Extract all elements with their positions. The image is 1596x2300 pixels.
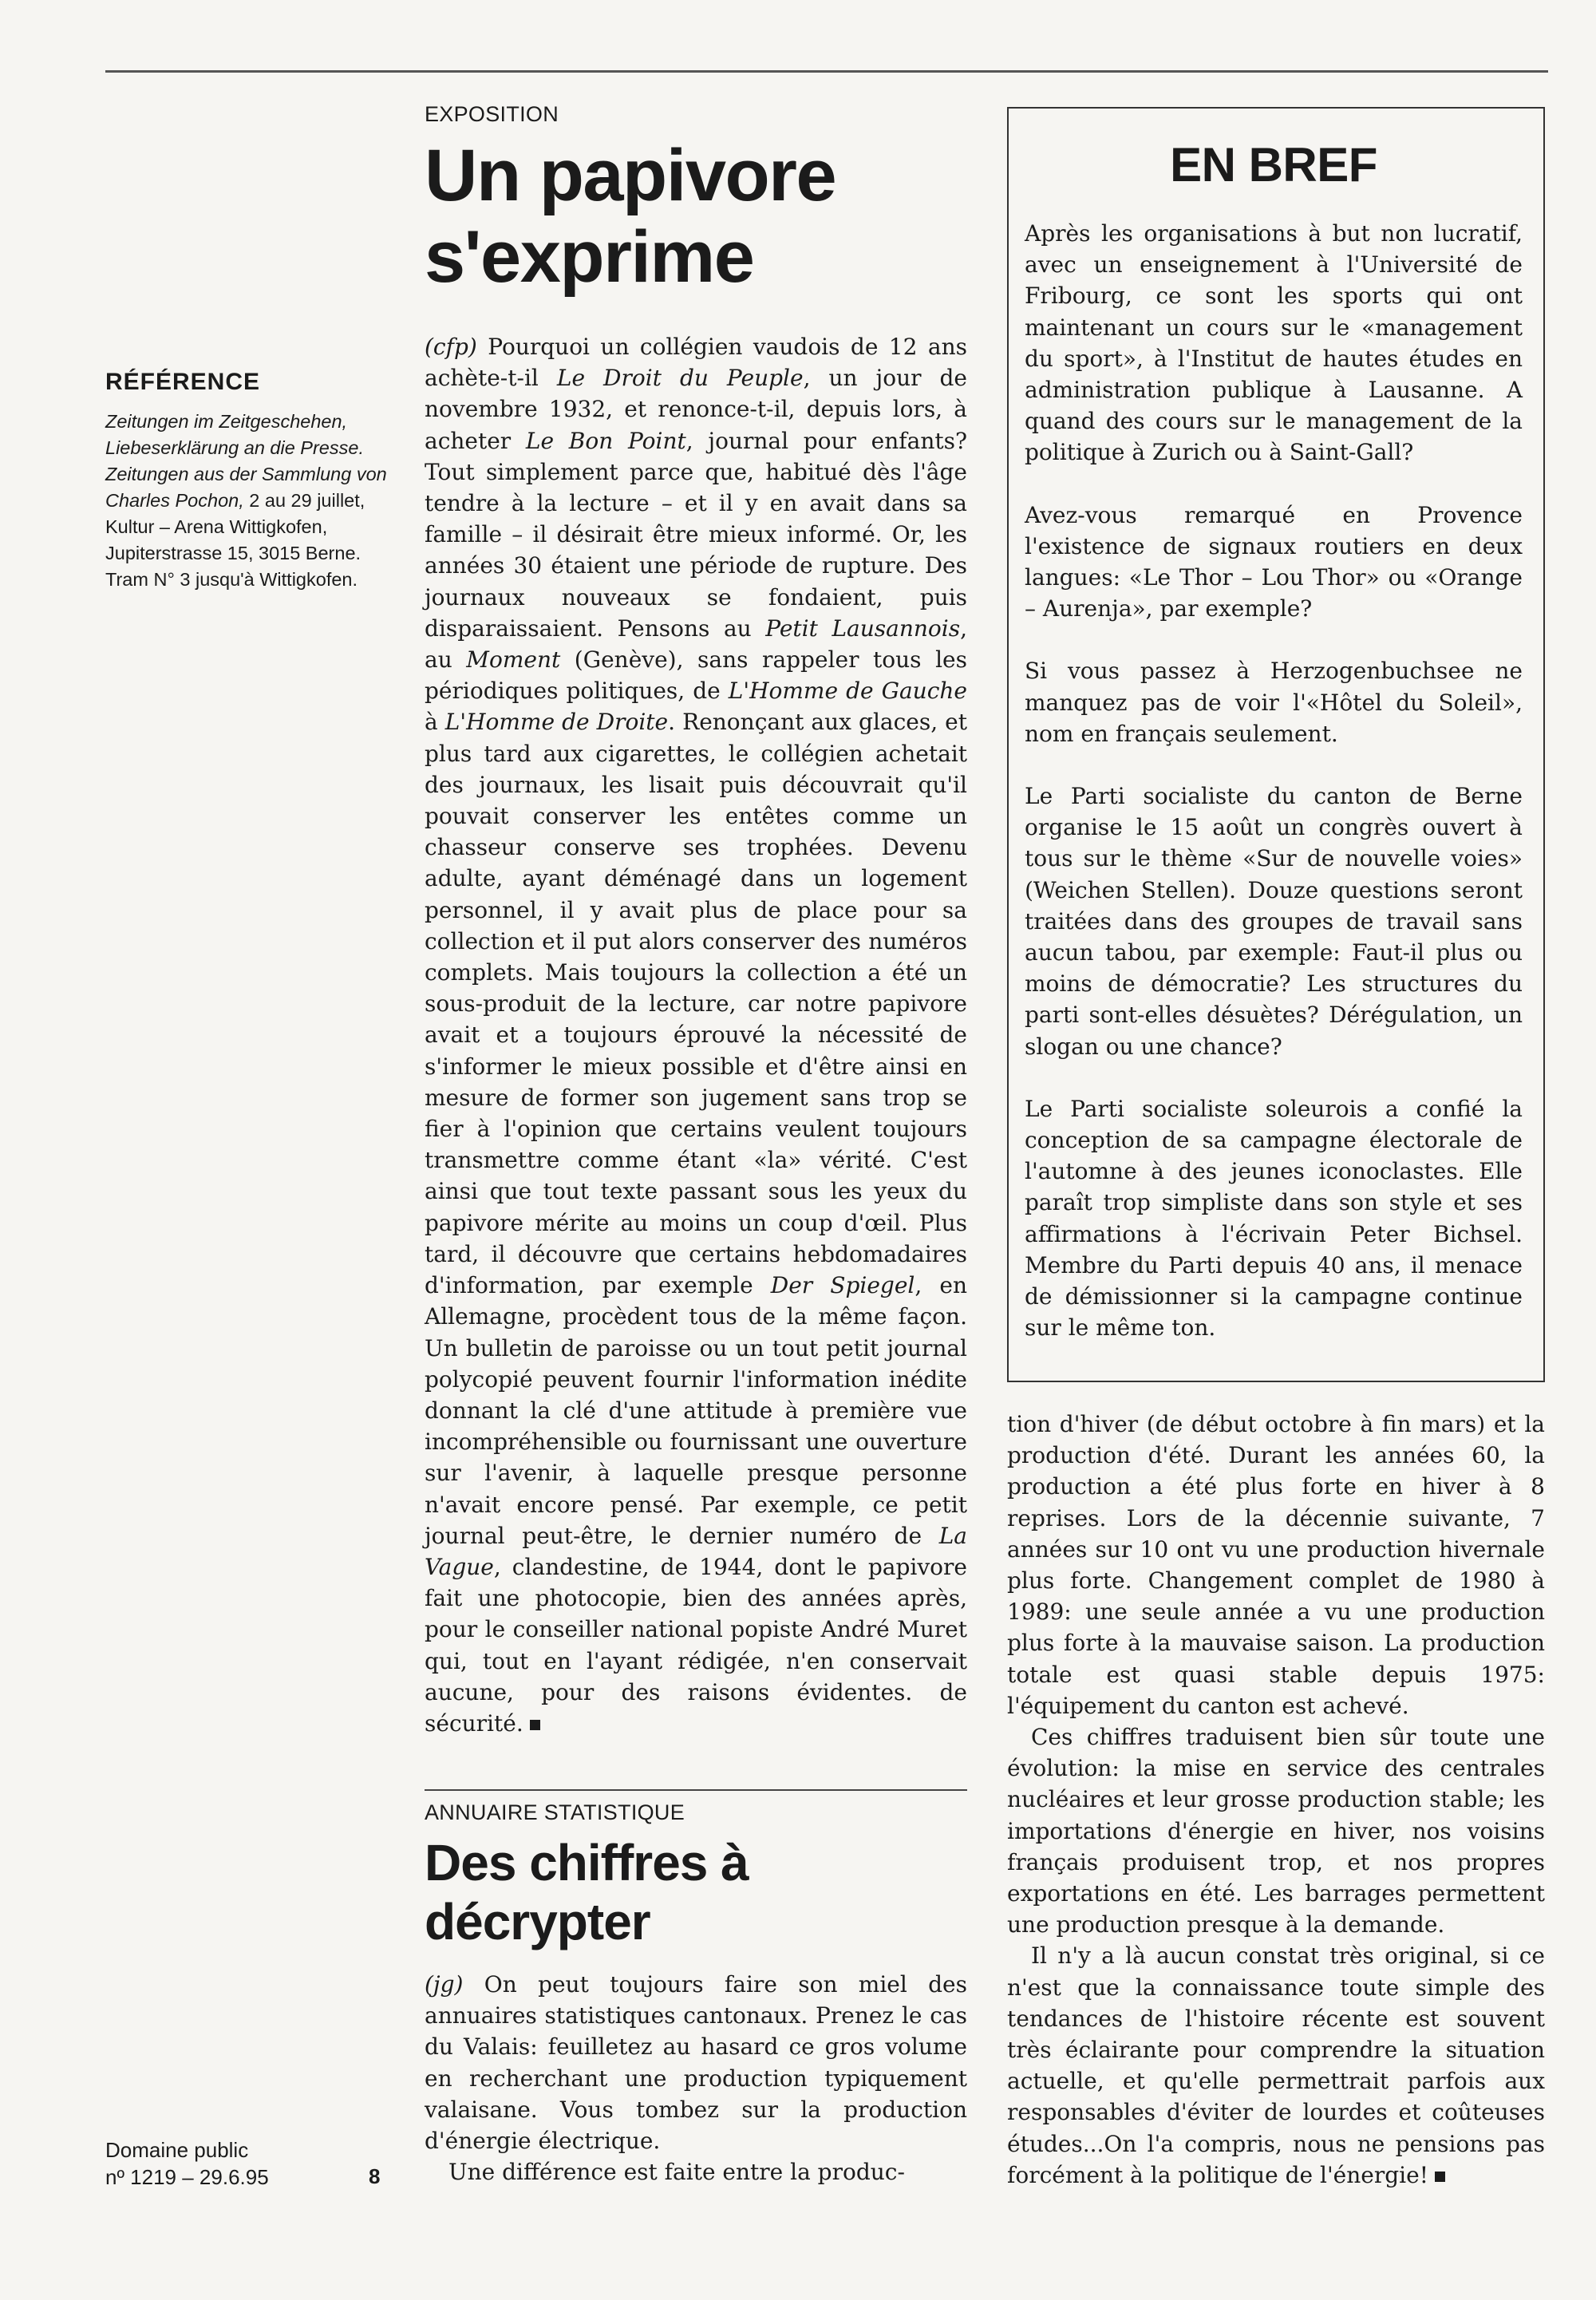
newspaper-title: Le Bon Point	[525, 427, 686, 454]
brief-item: Si vous passez à Herzogenbuchsee ne manquez pas de voir l'«Hôtel du Soleil», nom en français seulement.	[1025, 658, 1523, 747]
article-papivore	[425, 102, 967, 1739]
page-number: 8	[369, 2164, 381, 2188]
author-initials: (jg)	[425, 1971, 464, 1998]
end-of-article-mark	[1435, 2172, 1445, 2182]
end-of-article-mark	[530, 1720, 540, 1730]
reference-title: RÉFÉRENCE	[105, 369, 261, 395]
article-kicker: EXPOSITION	[425, 102, 559, 126]
article-separator	[425, 1789, 967, 1791]
page-footer	[105, 2136, 440, 2191]
newspaper-title: La Vague	[425, 1522, 967, 1580]
newspaper-title: Petit Lausannois	[765, 615, 961, 642]
brief-item: Après les organisations à but non lucratif, avec un enseignement à l'Université de Fribourg, ce sont les sports qui ont maintenant un cours sur le «management du sport», à l'Institut de hautes études en administration publique à Lausanne. A quand des cours sur le management de la politique à Zurich ou à Saint-Gall?	[1025, 220, 1523, 466]
en-bref-title: EN BREF	[1170, 138, 1377, 192]
article-body: (cfp) Pourquoi un collégien vaudois de 12 ans achète-t-il Le Droit du Peuple, un jour de novembre 1932, et renonce-t-il, depuis lors, à acheter Le Bon Point, journal pour enfants? Tout simplement parce que, habitué dès l'âge tendre à la lecture – et il y en avait dans sa famille – il désirait être mieux informé. Or, les années 30 étaient une période de rupture. Des journaux nouveaux se fondaient, puis disparaissaient. Pensons au Petit Lausannois, au Moment (Genève), sans rappeler tous les périodiques politiques, de L'Homme de Gauche à L'Homme de Droite. Renonçant aux glaces, et plus tard aux cigarettes, le collégien achetait des journaux, les lisait puis découvrait qu'il pouvait conserver les entêtes comme un chasseur conserve ses trophées. Devenu adulte, ayant déménagé dans un logement personnel, il y avait plus de place pour sa collection et il put alors conserver des numéros complets. Mais toujours la collection a été un sous-produit de la lecture, car notre papivore avait et a toujours éprouvé la nécessité de s'informer le mieux possible et d'être ainsi en mesure de former son jugement sans trop se fier à l'opinion que certains veulent toujours transmettre comme étant «la» vérité. C'est ainsi que tout texte passant sous les yeux du papivore mérite au moins un coup d'œil. Plus tard, il découvre que certains hebdomadaires d'information, par exemple Der Spiegel, en Allemagne, procèdent tous de la même façon. Un bulletin de paroisse ou un tout petit journal polycopié peuvent fournir l'information inédite donnant la clé d'une attitude à première vue incompréhensible ou fournissant une ouverture sur l'avenir, à laquelle presque personne n'avait encore pensé. Par exemple, ce petit journal peut-être, le dernier numéro de La Vague, clandestine, de 1944, dont le papivore fait une photocopie, bien des années après, pour le conseiller national popiste André Muret qui, tout en l'ayant rédigée, n'en conservait aucune, pour des raisons évidentes. de sécurité.	[425, 334, 968, 1737]
article-headline: Des chiffres à décrypter	[425, 1834, 749, 1950]
article-statistics	[425, 1800, 967, 2187]
reference-sidebar	[105, 369, 389, 593]
newspaper-title: Moment	[466, 646, 561, 674]
article-statistics-continuation	[1007, 1409, 1545, 2191]
author-initials: (cfp)	[425, 334, 477, 360]
reference-title-italic: Zeitungen im Zeitgeschehen, Liebeserklärung an die Presse. Zeitungen aus der Sammlung von Charles Pochon,	[105, 411, 387, 511]
reference-details: 2 au 29 juillet, Kultur – Arena Wittigkofen, Jupiterstrasse 15, 3015 Berne. Tram N° 3 jusqu'à Wittigkofen.	[105, 490, 365, 590]
newspaper-title: Le Droit du Peuple	[556, 365, 804, 392]
top-rule	[105, 70, 1548, 73]
article-headline: Un papivore s'exprime	[425, 135, 836, 298]
article-paragraph: tion d'hiver (de début octobre à fin mars) et la production d'été. Durant les années 60, la production a été plus forte en hiver à 8 reprises. Lors de la décennie suivante, 7 années sur 10 ont vu une production hivernale plus forte. Changement complet de 1980 à 1989: une seule année a vu une production plus forte à la mauvaise saison. La production totale est quasi stable depuis 1975: l'équipement du canton est achevé.	[1007, 1411, 1545, 1719]
article-body: (jg) On peut toujours faire son miel des annuaires statistiques cantonaux. Prenez le cas du Valais: feuilletez au hasard ce gros volume en recherchant une production typiquement valaisane. Vous tombez sur la production d'énergie électrique.	[425, 1971, 967, 2155]
article-kicker: ANNUAIRE STATISTIQUE	[425, 1800, 685, 1824]
article-body-continued: Une différence est faite entre la produc-	[448, 2159, 905, 2186]
issue-info: nº 1219 – 29.6.95	[105, 2165, 269, 2189]
brief-item: Avez-vous remarqué en Provence l'existence de signaux routiers en deux langues: «Le Thor – Lou Thor» ou «Orange – Aurenja», par exemple?	[1025, 501, 1523, 622]
reference-text	[105, 409, 389, 593]
publication-name: Domaine public	[105, 2138, 249, 2162]
article-paragraph: Ces chiffres traduisent bien sûr toute une évolution: la mise en service des centrales nucléaires et leur grosse production stable; les importations d'énergie en hiver, nos voisins français produisent trop, et nos propres exportations en été. Les barrages permettent une production presque à la demande.	[1007, 1724, 1545, 1938]
brief-item: Le Parti socialiste du canton de Berne organise le 15 août un congrès ouvert à tous sur le thème «Sur de nouvelle voies» (Weichen Stellen). Douze questions seront traitées dans des groupes de travail sans aucun tabou, par exemple: Faut-il plus ou moins de démocratie? Les structures du parti sont-elles désuètes? Dérégulation, un slogan ou une chance?	[1025, 783, 1523, 1060]
en-bref-box	[1007, 107, 1545, 1382]
article-paragraph: Il n'y a là aucun constat très original, si ce n'est que la connaissance toute simple des tendances de l'histoire récente est souvent très éclairante pour comprendre la situation actuelle, et qu'elle permettrait parfois aux responsables d'éviter de lourdes et coûteuses études...On l'a compris, nous ne pensions pas forcément à la politique de l'énergie!	[1007, 1942, 1545, 2188]
newspaper-title: L'Homme de Gauche	[728, 678, 967, 705]
newspaper-title: Der Spiegel	[770, 1272, 915, 1299]
brief-item: Le Parti socialiste soleurois a confié la conception de sa campagne électorale de l'automne à des jeunes iconoclastes. Elle paraît trop simpliste dans son style et ses affirmations à l'écrivain Peter Bichsel. Membre du Parti depuis 40 ans, il menace de démissionner si la campagne continue sur le même ton.	[1025, 1095, 1523, 1342]
newspaper-title: L'Homme de Droite	[444, 709, 669, 736]
